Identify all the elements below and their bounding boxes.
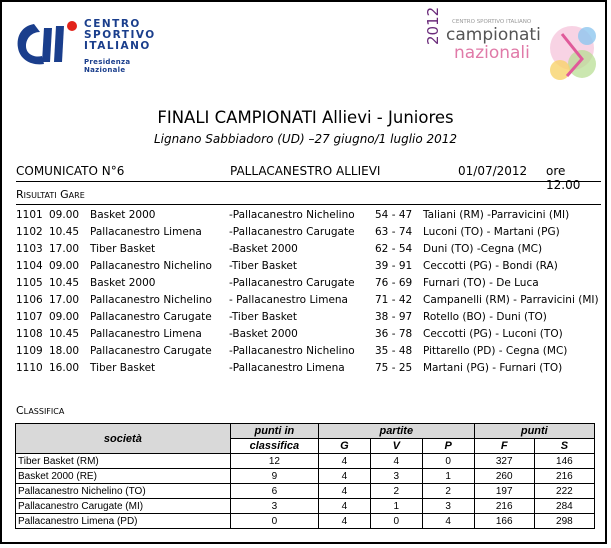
home-team: Basket 2000 xyxy=(90,209,156,221)
match-id: 1103 xyxy=(16,243,43,255)
result-row xyxy=(16,345,601,362)
points-for: 166 xyxy=(474,514,534,529)
col-p-header: P xyxy=(422,439,474,454)
org-line-3: ITALIANO xyxy=(84,40,151,52)
referees: Rotello (BO) - Duni (TO) xyxy=(423,311,547,323)
away-team: - Pallacanestro Limena xyxy=(229,294,348,306)
org-subtitle: Presidenza Nazionale xyxy=(84,58,131,74)
referees: Martani (PG) - Furnari (TO) xyxy=(423,362,563,374)
col-f-header: F xyxy=(474,439,534,454)
standings-row xyxy=(16,469,595,484)
team-points: 0 xyxy=(230,514,318,529)
team-name: Tiber Basket (RM) xyxy=(16,454,231,469)
result-row xyxy=(16,294,601,311)
org-line-1: CENTRO xyxy=(84,18,141,30)
match-time: 18.00 xyxy=(49,345,80,357)
away-team: -Tiber Basket xyxy=(229,311,298,323)
result-row xyxy=(16,328,601,345)
match-score: 38 - 97 xyxy=(375,311,413,323)
points-against: 146 xyxy=(534,454,594,469)
away-team: -Basket 2000 xyxy=(229,328,298,340)
team-points: 12 xyxy=(230,454,318,469)
col-team-header: società xyxy=(16,424,231,454)
csi-emblem-icon xyxy=(14,18,80,70)
match-id: 1101 xyxy=(16,209,43,221)
match-id: 1108 xyxy=(16,328,43,340)
referees: Furnari (TO) - De Luca xyxy=(423,277,539,289)
home-team: Basket 2000 xyxy=(90,277,156,289)
standings-row xyxy=(16,514,595,529)
event-logo xyxy=(424,6,602,92)
result-row xyxy=(16,209,601,226)
games-won: 4 xyxy=(370,454,422,469)
match-time: 10.45 xyxy=(49,328,80,340)
result-row xyxy=(16,260,601,277)
standings-header-row xyxy=(16,424,595,439)
games-won: 1 xyxy=(370,499,422,514)
games-lost: 3 xyxy=(422,499,474,514)
col-v-header: V xyxy=(370,439,422,454)
result-row xyxy=(16,226,601,243)
communique-header xyxy=(16,164,601,192)
away-team: -Pallacanestro Carugate xyxy=(229,277,355,289)
home-team: Tiber Basket xyxy=(90,243,156,255)
match-score: 76 - 69 xyxy=(375,277,413,289)
standings-row xyxy=(16,454,595,469)
home-team: Pallacanestro Nichelino xyxy=(90,260,212,272)
standings-row xyxy=(16,484,595,499)
document-title: FINALI CAMPIONATI Allievi - Juniores xyxy=(157,108,454,127)
team-points: 6 xyxy=(230,484,318,499)
communique-time: ore 12.00 xyxy=(546,164,581,192)
points-for: 260 xyxy=(474,469,534,484)
match-score: 54 - 47 xyxy=(375,209,413,221)
home-team: Pallacanestro Nichelino xyxy=(90,294,212,306)
referees: Taliani (RM) -Parravicini (MI) xyxy=(423,209,570,221)
points-against: 216 xyxy=(534,469,594,484)
match-score: 62 - 54 xyxy=(375,243,413,255)
col-s-header: S xyxy=(534,439,594,454)
results-heading: Risultati Gare xyxy=(16,188,85,201)
team-points: 3 xyxy=(230,499,318,514)
away-team: -Pallacanestro Carugate xyxy=(229,226,355,238)
match-score: 75 - 25 xyxy=(375,362,413,374)
points-against: 284 xyxy=(534,499,594,514)
referees: Ceccotti (PG) - Bondi (RA) xyxy=(423,260,558,272)
col-points-header-bottom: classifica xyxy=(230,439,318,454)
match-time: 09.00 xyxy=(49,209,80,221)
match-id: 1109 xyxy=(16,345,43,357)
result-row xyxy=(16,243,601,260)
team-name: Pallacanestro Carugate (MI) xyxy=(16,499,231,514)
referees: Duni (TO) -Cegna (MC) xyxy=(423,243,543,255)
match-score: 71 - 42 xyxy=(375,294,413,306)
points-against: 298 xyxy=(534,514,594,529)
away-team: -Tiber Basket xyxy=(229,260,298,272)
games-played: 4 xyxy=(318,484,370,499)
match-time: 10.45 xyxy=(49,277,80,289)
referees: Ceccotti (PG) - Luconi (TO) xyxy=(423,328,563,340)
match-score: 39 - 91 xyxy=(375,260,413,272)
communique-sport: PALLACANESTRO ALLIEVI xyxy=(230,164,381,178)
standings-row xyxy=(16,499,595,514)
match-score: 35 - 48 xyxy=(375,345,413,357)
match-time: 17.00 xyxy=(49,294,80,306)
home-team: Pallacanestro Limena xyxy=(90,226,202,238)
referees: Luconi (TO) - Martani (PG) xyxy=(423,226,560,238)
csi-logo xyxy=(14,16,164,72)
points-for: 216 xyxy=(474,499,534,514)
home-team: Pallacanestro Carugate xyxy=(90,345,212,357)
games-lost: 1 xyxy=(422,469,474,484)
match-time: 09.00 xyxy=(49,311,80,323)
document-subtitle: Lignano Sabbiadoro (UD) –27 giugno/1 luglio 2012 xyxy=(153,132,458,146)
games-played: 4 xyxy=(318,514,370,529)
games-lost: 0 xyxy=(422,454,474,469)
match-id: 1104 xyxy=(16,260,43,272)
result-row xyxy=(16,277,601,294)
results-list xyxy=(16,209,601,379)
org-line-2: SPORTIVO xyxy=(84,29,156,41)
team-name: Basket 2000 (RE) xyxy=(16,469,231,484)
org-name xyxy=(84,19,156,52)
communique-number: COMUNICATO N°6 xyxy=(16,164,125,178)
col-score-header: punti xyxy=(474,424,594,439)
team-name: Pallacanestro Nichelino (TO) xyxy=(16,484,231,499)
match-id: 1110 xyxy=(16,362,43,374)
communique-date: 01/07/2012 xyxy=(458,164,528,178)
team-name: Pallacanestro Limena (PD) xyxy=(16,514,231,529)
games-won: 3 xyxy=(370,469,422,484)
result-row xyxy=(16,311,601,328)
games-won: 0 xyxy=(370,514,422,529)
games-played: 4 xyxy=(318,469,370,484)
event-logo-main1: campionati xyxy=(446,25,541,45)
col-points-header-top: punti in xyxy=(230,424,318,439)
match-time: 17.00 xyxy=(49,243,80,255)
games-lost: 2 xyxy=(422,484,474,499)
points-for: 327 xyxy=(474,454,534,469)
referees: Pittarello (PD) - Cegna (MC) xyxy=(423,345,568,357)
match-time: 10.45 xyxy=(49,226,80,238)
away-team: -Pallacanestro Limena xyxy=(229,362,345,374)
campionati-nazionali-logo-icon xyxy=(424,6,602,92)
col-games-header: partite xyxy=(318,424,474,439)
games-lost: 4 xyxy=(422,514,474,529)
standings-table xyxy=(15,423,595,529)
away-team: -Basket 2000 xyxy=(229,243,298,255)
event-logo-top-text: CENTRO SPORTIVO ITALIANO xyxy=(452,19,532,25)
team-points: 9 xyxy=(230,469,318,484)
match-score: 36 - 78 xyxy=(375,328,413,340)
match-id: 1106 xyxy=(16,294,43,306)
match-time: 09.00 xyxy=(49,260,80,272)
standings-heading: Classifica xyxy=(16,404,65,417)
event-logo-main2: nazionali xyxy=(454,43,530,63)
points-for: 197 xyxy=(474,484,534,499)
event-logo-year: 2012 xyxy=(424,6,442,45)
match-time: 16.00 xyxy=(49,362,80,374)
home-team: Pallacanestro Limena xyxy=(90,328,202,340)
match-id: 1105 xyxy=(16,277,43,289)
points-against: 222 xyxy=(534,484,594,499)
result-row xyxy=(16,362,601,379)
match-id: 1107 xyxy=(16,311,43,323)
games-played: 4 xyxy=(318,499,370,514)
match-score: 63 - 74 xyxy=(375,226,413,238)
games-played: 4 xyxy=(318,454,370,469)
match-id: 1102 xyxy=(16,226,43,238)
referees: Campanelli (RM) - Parravicini (MI) xyxy=(423,294,599,306)
home-team: Pallacanestro Carugate xyxy=(90,311,212,323)
games-won: 2 xyxy=(370,484,422,499)
col-g-header: G xyxy=(318,439,370,454)
away-team: -Pallacanestro Nichelino xyxy=(229,209,355,221)
away-team: -Pallacanestro Nichelino xyxy=(229,345,355,357)
home-team: Tiber Basket xyxy=(90,362,156,374)
results-divider xyxy=(16,204,601,205)
